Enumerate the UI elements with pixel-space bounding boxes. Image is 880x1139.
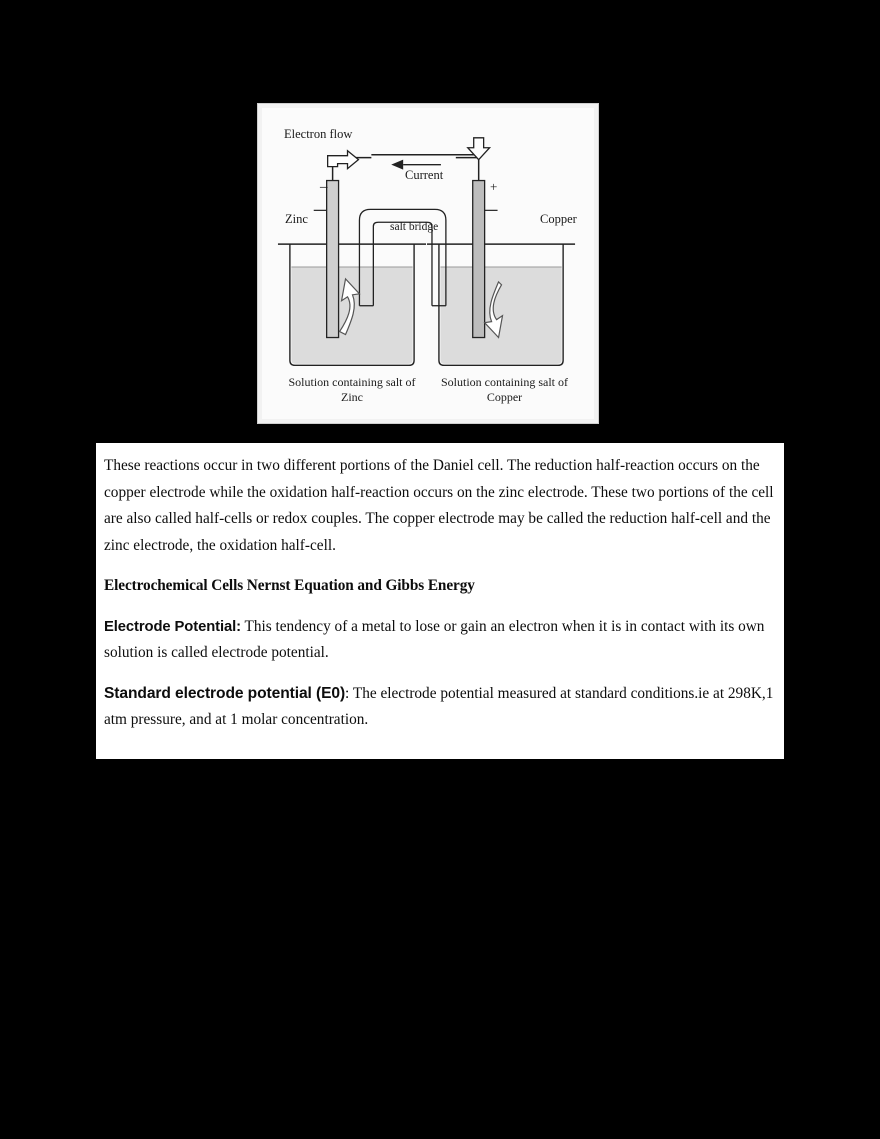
paragraph-standard-electrode-potential <box>104 681 776 734</box>
figure-label-zinc: Zinc <box>285 212 308 226</box>
daniell-cell-illustration <box>262 108 594 419</box>
figure-container <box>257 103 599 424</box>
figure-label-solution-zinc: Solution containing salt of Zinc <box>288 375 416 404</box>
term-electrode-potential: Electrode Potential: <box>104 618 241 635</box>
paragraph-electrode-potential <box>104 614 776 667</box>
figure-label-positive-terminal: + <box>490 179 498 194</box>
definition-electrode-potential: This tendency of a metal to lose or gain an electron when it is in contact with its own solution is called electrode potential. <box>104 617 765 661</box>
article-text-panel <box>96 443 784 759</box>
figure-label-electron-flow: Electron flow <box>284 127 353 141</box>
figure-label-solution-copper: Solution containing salt of Copper <box>441 375 568 404</box>
definition-standard-electrode-potential: : The electrode potential measured at standard conditions.ie at 298K,1 atm pressure, and at 1 molar concentration. <box>104 684 774 728</box>
paragraph-daniell-cell: These reactions occur in two different portions of the Daniel cell. The reduction half-reaction occurs on the copper electrode while the oxidation half-reaction occurs on the zinc electrode. These two portions of the cell are also called half-cells or redox couples. The copper electrode may be called the reduction half-cell and the zinc electrode, the oxidation half-cell. <box>104 457 774 554</box>
term-standard-electrode-potential: Standard electrode potential (E0) <box>104 684 346 702</box>
figure-image <box>262 108 594 419</box>
figure-label-current: Current <box>405 168 444 182</box>
figure-label-negative-terminal: – <box>320 179 328 195</box>
section-heading-nernst: Electrochemical Cells Nernst Equation and Gibbs Energy <box>104 577 475 594</box>
figure-label-salt-bridge: salt bridge <box>390 221 439 233</box>
figure-label-copper: Copper <box>540 212 577 226</box>
